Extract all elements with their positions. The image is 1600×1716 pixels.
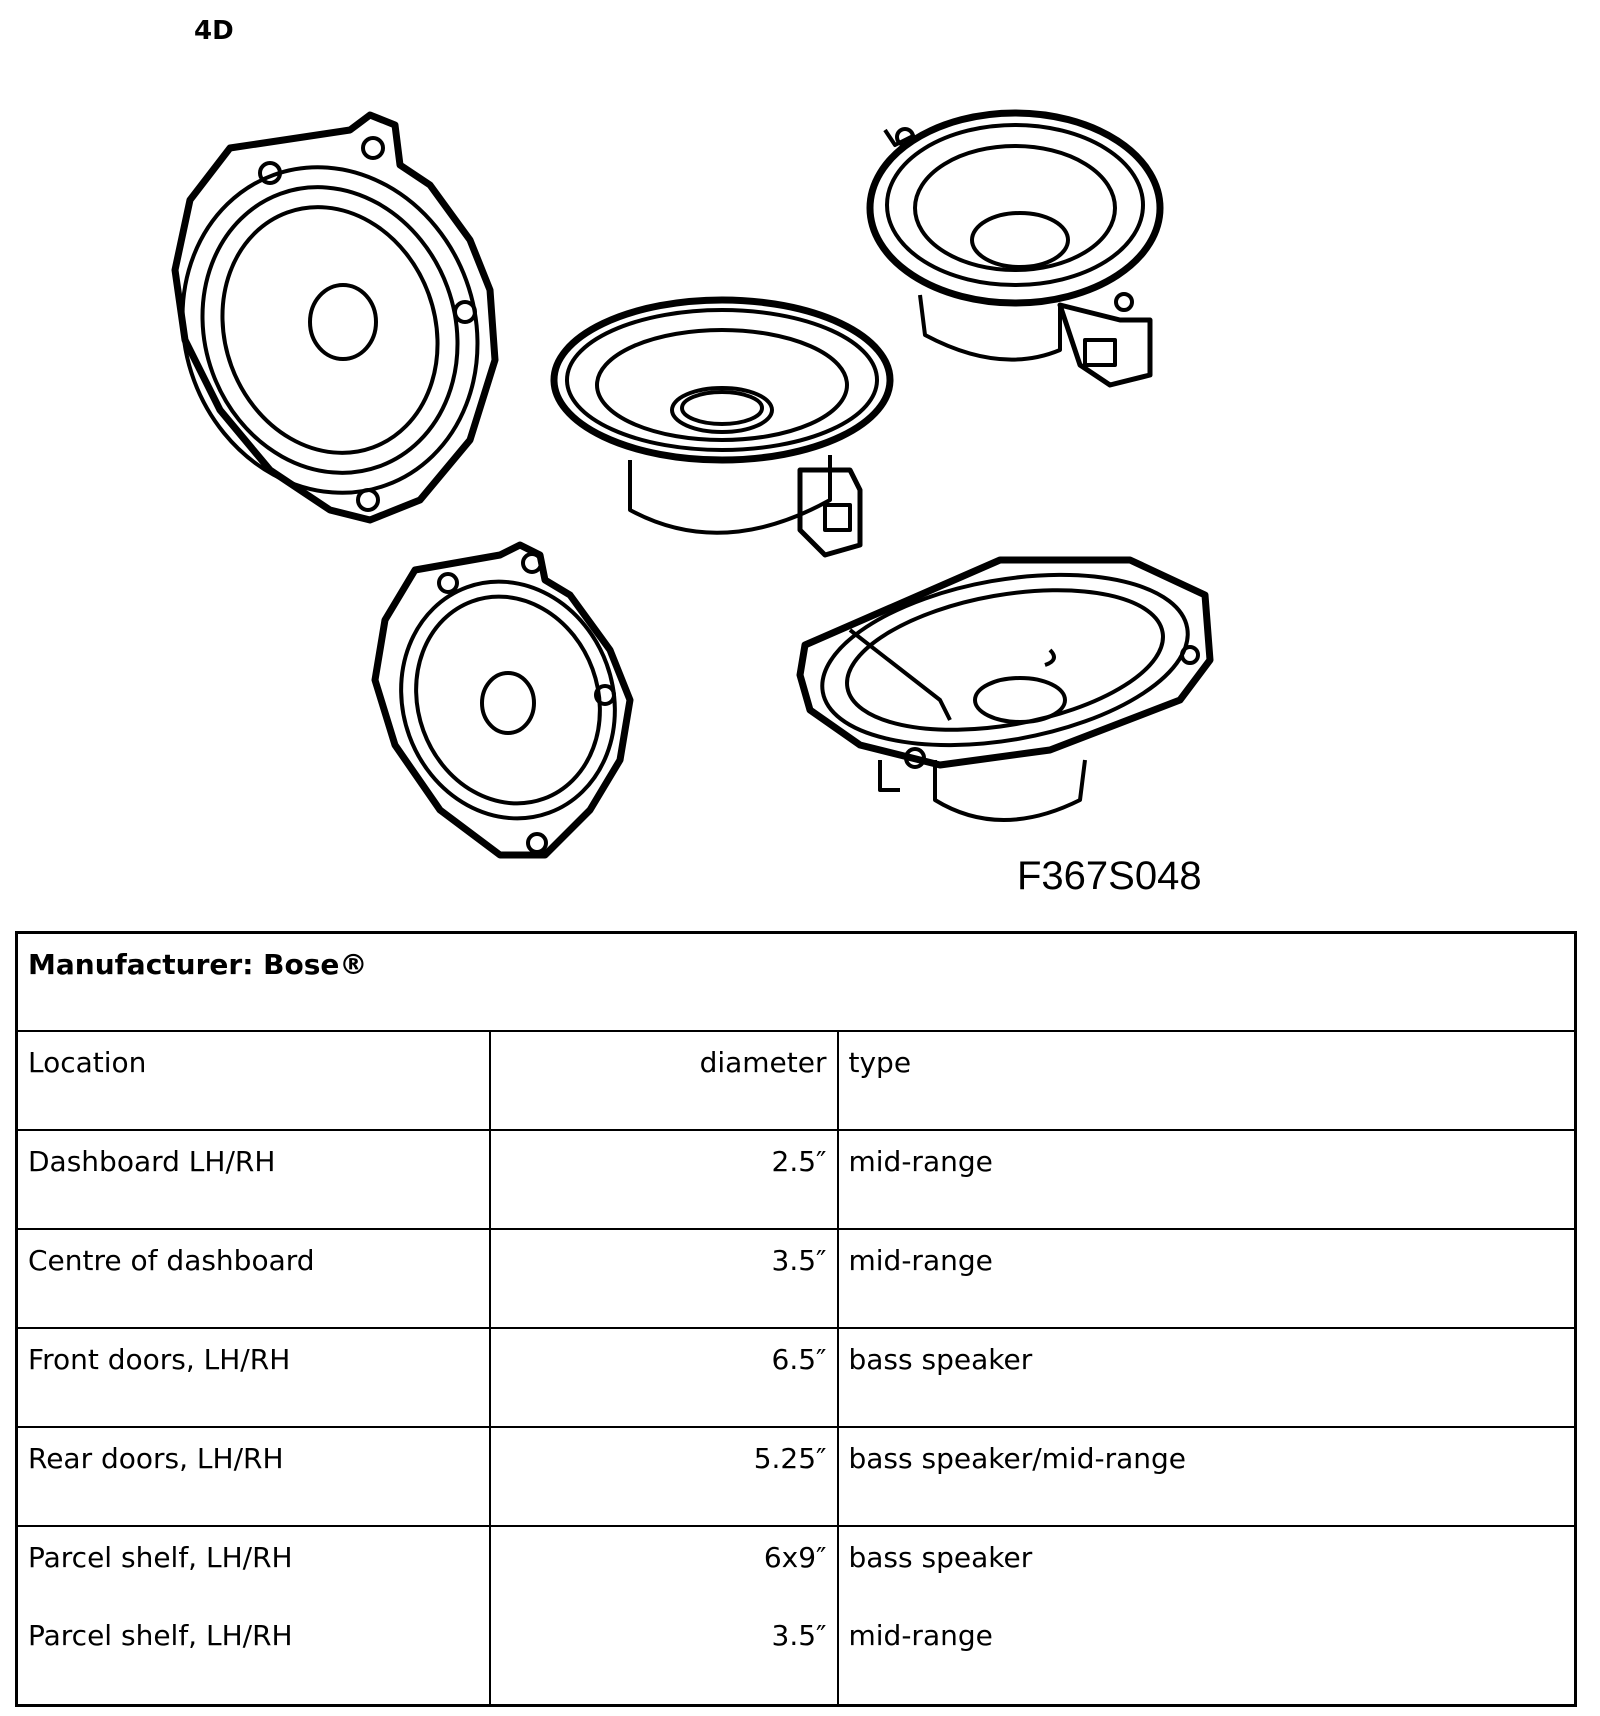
parcel-shelf-speaker-drawing — [800, 549, 1210, 820]
diameter-cell — [490, 1526, 838, 1706]
dashboard-speaker-drawing — [870, 113, 1160, 385]
diameter-line: 6x9″ — [763, 1540, 827, 1574]
speaker-spec-table — [15, 931, 1577, 1707]
table-row — [17, 1427, 1576, 1526]
type-cell: mid-range — [838, 1130, 1576, 1229]
column-header-location: Location — [17, 1031, 490, 1130]
table-header-row — [17, 1031, 1576, 1130]
type-cell — [838, 1526, 1576, 1706]
table-row — [17, 1328, 1576, 1427]
location-cell: Front doors, LH/RH — [17, 1328, 490, 1427]
table-row — [17, 1229, 1576, 1328]
location-cell: Centre of dashboard — [17, 1229, 490, 1328]
location-line: Parcel shelf, LH/RH — [28, 1540, 293, 1574]
figure-code: F367S048 — [1017, 854, 1202, 898]
front-door-speaker-drawing — [137, 115, 522, 535]
view-label: 4D — [194, 16, 234, 46]
location-line: Parcel shelf, LH/RH — [28, 1618, 293, 1652]
type-cell: mid-range — [838, 1229, 1576, 1328]
type-cell: bass speaker/mid-range — [838, 1427, 1576, 1526]
diameter-cell: 5.25″ — [490, 1427, 838, 1526]
location-cell: Dashboard LH/RH — [17, 1130, 490, 1229]
centre-dashboard-speaker-drawing — [554, 300, 890, 555]
diameter-cell: 2.5″ — [490, 1130, 838, 1229]
table-row — [17, 1130, 1576, 1229]
location-cell: Rear doors, LH/RH — [17, 1427, 490, 1526]
manufacturer-title: Manufacturer: Bose® — [17, 933, 1576, 1031]
column-header-diameter: diameter — [490, 1031, 838, 1130]
location-cell — [17, 1526, 490, 1706]
diameter-cell: 6.5″ — [490, 1328, 838, 1427]
type-line: bass speaker — [848, 1540, 1033, 1574]
diameter-cell: 3.5″ — [490, 1229, 838, 1328]
table-title-row — [17, 933, 1576, 1031]
table-row-parcel-shelf — [17, 1526, 1576, 1706]
type-line: mid-range — [848, 1618, 993, 1652]
diameter-line: 3.5″ — [771, 1618, 827, 1652]
column-header-type: type — [838, 1031, 1576, 1130]
type-cell: bass speaker — [838, 1328, 1576, 1427]
rear-door-speaker-drawing — [368, 545, 647, 855]
